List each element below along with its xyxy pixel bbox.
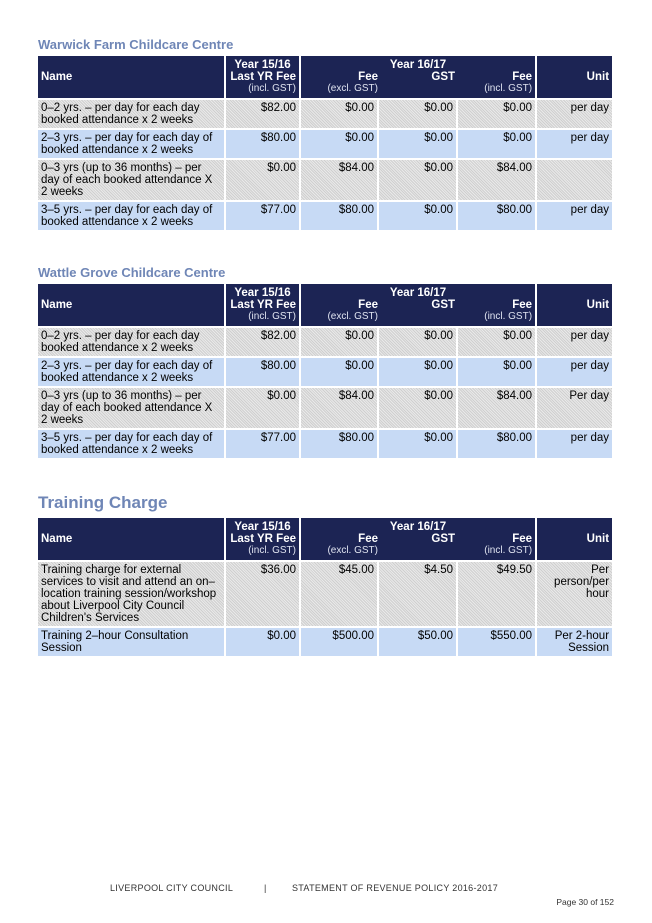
cell-unit: Per 2-hour Session [537, 626, 612, 656]
header-name: Name [38, 518, 224, 560]
cell-last: $80.00 [226, 128, 299, 158]
cell-name: 2–3 yrs. – per day for each day of booked attendance x 2 weeks [38, 128, 224, 158]
cell-fee: $80.00 [301, 428, 377, 458]
cell-last: $82.00 [226, 326, 299, 356]
footer-org: LIVERPOOL CITY COUNCIL [110, 883, 234, 893]
cell-last: $0.00 [226, 626, 299, 656]
cell-unit [537, 158, 612, 200]
cell-last: $82.00 [226, 98, 299, 128]
cell-incl: $84.00 [458, 158, 535, 200]
header-last-yr: Year 15/16 Last YR Fee (incl. GST) [226, 284, 299, 326]
cell-fee: $0.00 [301, 356, 377, 386]
cell-incl: $0.00 [458, 356, 535, 386]
table-row [38, 356, 612, 386]
cell-fee: $500.00 [301, 626, 377, 656]
cell-name: Training 2–hour Consultation Session [38, 626, 224, 656]
cell-incl: $0.00 [458, 98, 535, 128]
cell-fee: $80.00 [301, 200, 377, 230]
section-warwick-farm [38, 37, 614, 230]
fee-table [36, 56, 614, 230]
header-year-16-17: Year 16/17 Fee (excl. GST) GST Fee (incl. GST) [301, 56, 535, 98]
cell-fee: $45.00 [301, 560, 377, 626]
table-row [38, 428, 612, 458]
cell-unit: per day [537, 356, 612, 386]
cell-name: Training charge for external services to visit and attend an on–location training session/workshop about Liverpool City Council Children's Services [38, 560, 224, 626]
cell-name: 0–3 yrs (up to 36 months) – per day of each booked attendance X 2 weeks [38, 158, 224, 200]
table-row [38, 326, 612, 356]
section-title: Training Charge [38, 493, 168, 512]
cell-unit: per day [537, 326, 612, 356]
cell-gst: $50.00 [379, 626, 456, 656]
table-row [38, 626, 612, 656]
cell-last: $77.00 [226, 200, 299, 230]
header-unit: Unit [537, 518, 612, 560]
cell-name: 3–5 yrs. – per day for each day of booked attendance x 2 weeks [38, 428, 224, 458]
cell-name: 0–2 yrs. – per day for each day booked attendance x 2 weeks [38, 98, 224, 128]
cell-gst: $0.00 [379, 428, 456, 458]
section-title: Warwick Farm Childcare Centre [38, 37, 234, 52]
table-row [38, 98, 612, 128]
table-row [38, 386, 612, 428]
cell-last: $77.00 [226, 428, 299, 458]
cell-gst: $0.00 [379, 128, 456, 158]
header-year-16-17: Year 16/17 Fee (excl. GST) GST Fee (incl. GST) [301, 518, 535, 560]
header-name: Name [38, 56, 224, 98]
cell-incl: $84.00 [458, 386, 535, 428]
table-row [38, 560, 612, 626]
cell-incl: $80.00 [458, 200, 535, 230]
cell-unit: Per day [537, 386, 612, 428]
cell-gst: $0.00 [379, 326, 456, 356]
page-number: Page 30 of 152 [556, 897, 614, 907]
cell-gst: $0.00 [379, 158, 456, 200]
cell-fee: $0.00 [301, 326, 377, 356]
section-wattle-grove [38, 265, 614, 458]
header-unit: Unit [537, 284, 612, 326]
cell-gst: $0.00 [379, 200, 456, 230]
cell-name: 0–2 yrs. – per day for each day booked attendance x 2 weeks [38, 326, 224, 356]
section-training-charge [38, 493, 614, 656]
table-row [38, 128, 612, 158]
table-row [38, 158, 612, 200]
cell-incl: $49.50 [458, 560, 535, 626]
footer-separator: | [264, 883, 267, 893]
fee-table [36, 284, 614, 458]
cell-name: 3–5 yrs. – per day for each day of booked attendance x 2 weeks [38, 200, 224, 230]
cell-unit: per day [537, 98, 612, 128]
cell-last: $0.00 [226, 158, 299, 200]
cell-fee: $84.00 [301, 386, 377, 428]
cell-incl: $80.00 [458, 428, 535, 458]
cell-last: $36.00 [226, 560, 299, 626]
cell-gst: $0.00 [379, 98, 456, 128]
cell-unit: Per person/per hour [537, 560, 612, 626]
cell-fee: $0.00 [301, 128, 377, 158]
cell-unit: per day [537, 128, 612, 158]
header-name: Name [38, 284, 224, 326]
section-title: Wattle Grove Childcare Centre [38, 265, 226, 280]
cell-gst: $4.50 [379, 560, 456, 626]
cell-name: 2–3 yrs. – per day for each day of booked attendance x 2 weeks [38, 356, 224, 386]
fee-table [36, 518, 614, 656]
cell-gst: $0.00 [379, 356, 456, 386]
header-last-yr: Year 15/16 Last YR Fee (incl. GST) [226, 518, 299, 560]
cell-last: $0.00 [226, 386, 299, 428]
cell-incl: $550.00 [458, 626, 535, 656]
header-unit: Unit [537, 56, 612, 98]
cell-fee: $84.00 [301, 158, 377, 200]
footer-doc-title: STATEMENT OF REVENUE POLICY 2016-2017 [292, 883, 499, 893]
table-row [38, 200, 612, 230]
cell-unit: per day [537, 200, 612, 230]
header-last-yr: Year 15/16 Last YR Fee (incl. GST) [226, 56, 299, 98]
header-year-16-17: Year 16/17 Fee (excl. GST) GST Fee (incl. GST) [301, 284, 535, 326]
cell-last: $80.00 [226, 356, 299, 386]
cell-gst: $0.00 [379, 386, 456, 428]
cell-incl: $0.00 [458, 326, 535, 356]
cell-incl: $0.00 [458, 128, 535, 158]
cell-fee: $0.00 [301, 98, 377, 128]
cell-name: 0–3 yrs (up to 36 months) – per day of each booked attendance X 2 weeks [38, 386, 224, 428]
cell-unit: per day [537, 428, 612, 458]
